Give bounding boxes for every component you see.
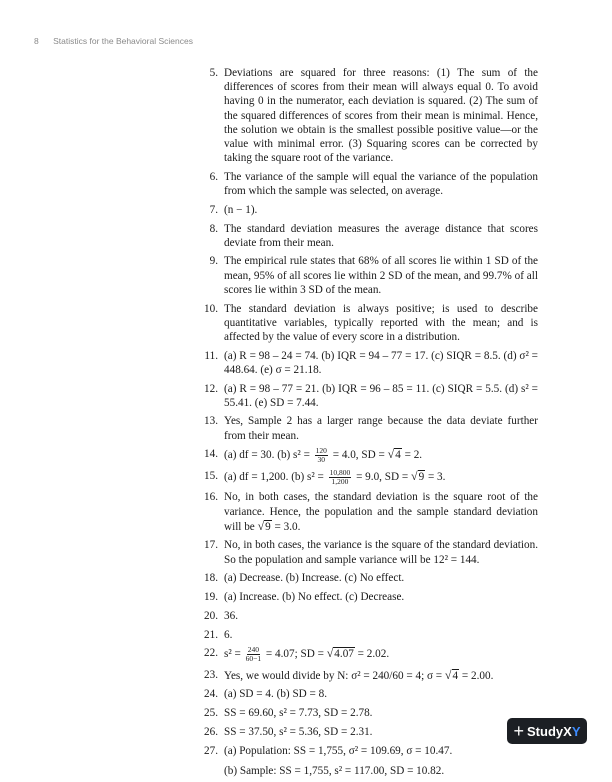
item-number: 27. [204,744,218,757]
item-text: SS = 37.50, s² = 5.36, SD = 2.31. [224,725,373,738]
item-number: 24. [204,688,218,701]
item-number: 14. [204,448,218,461]
formula-part: = 3. [427,470,446,483]
plus-icon: + [513,720,525,741]
answer-item [196,571,538,585]
item-number: 15. [204,469,218,482]
item-text: The standard deviation measures the average distance that scores deviate from their mean. [224,222,538,249]
answer-item [196,222,538,250]
item-text: Yes, Sample 2 has a larger range because the data deviate further from their mean. [224,415,538,442]
item-text: (n − 1). [224,203,258,216]
item-text-body: Yes, we would divide by N: σ² = 240/60 = 4; σ = [224,669,443,682]
formula-part: = 9.0, SD = [356,470,409,483]
fraction [246,646,261,663]
studyxy-logo [507,718,587,744]
formula-part: = 2. [404,449,423,462]
denominator: 30 [317,455,326,465]
formula-part: (a) df = 30. (b) s² = [224,449,310,462]
radicand: 9 [418,470,425,483]
formula-part: = 2.02. [357,648,390,661]
radical: √4.07 [326,646,354,661]
numerator: 10,800 [329,467,351,477]
page-number: 8 [34,36,39,46]
answer-item [196,668,538,683]
item-text: 36. [224,609,238,622]
answer-item [196,203,538,217]
answer-item [196,490,538,534]
answer-item [196,628,538,642]
item-text: SS = 69.60, s² = 7.73, SD = 2.78. [224,707,373,720]
radical: √9 [410,468,425,483]
denominator: 1,200 [331,476,349,486]
item-number: 21. [204,628,218,641]
item-text: (a) Decrease. (b) Increase. (c) No effect. [224,572,405,585]
denominator: 60−1 [245,654,262,664]
answer-item [196,349,538,377]
radicand: 4 [452,669,459,682]
item-text: (a) Increase. (b) No effect. (c) Decrease. [224,591,405,604]
answer-item [196,744,538,778]
answer-item [196,538,538,566]
item-number: 12. [204,382,218,395]
answer-item [196,725,538,739]
item-number: 11. [204,349,218,362]
item-text: The standard deviation is always positive; is used to describe quantitative variables, typically reported with the mean; and is affected by the value of every score in a distribution. [224,302,538,343]
item-number: 10. [204,302,218,315]
answer-item [196,590,538,604]
item-number: 5. [209,67,218,79]
item-number: 9. [209,255,218,268]
item-text-body: No, in both cases, the standard deviation is the square root of the variance. Hence, the population and the sample standard deviation will be [224,491,538,533]
item-number: 13. [204,415,218,428]
item-text: The empirical rule states that 68% of all scores lie within 1 SD of the mean, 95% of all scores lie within 2 SD of the mean, and 99.7% of all scores lie within 3 SD of the mean. [224,255,538,296]
fraction [329,469,352,486]
radical: √4 [444,667,459,682]
item-formula [224,469,538,486]
formula-part: = 4.0, SD = [332,449,385,462]
radicand: 4.07 [334,648,354,661]
item-number: 17. [204,539,218,552]
formula-part: = 4.07; SD = [265,648,324,661]
item-text: No, in both cases, the variance is the square of the standard deviation. So the population and sample variance will be 12² = 144. [224,539,538,566]
item-number: 6. [209,170,218,183]
item-number: 16. [204,491,218,504]
item-text: The variance of the sample will equal the variance of the population from which the sample was selected, on average. [224,170,538,198]
formula-part: = 3.0. [274,520,301,533]
item-number: 19. [204,591,218,604]
answer-item [196,609,538,623]
item-text: (a) R = 98 – 24 = 74. (b) IQR = 94 – 77 = 17. (c) SIQR = 8.5. (d) σ² = 448.64. (e) σ = 21.18. [224,349,538,376]
item-text: 6. [224,628,233,641]
item-subtext: (b) Sample: SS = 1,755, s² = 117.00, SD = 10.82. [224,764,445,777]
fraction [315,447,328,464]
answer-item [196,302,538,345]
item-text [224,668,538,683]
logo-text-accent: Y [571,723,581,739]
answer-item [196,687,538,701]
answer-item [196,254,538,297]
formula-part: s² = [224,648,241,661]
item-text [224,744,538,778]
numerator: 240 [247,645,259,655]
numerator: 120 [315,446,327,456]
formula-part: = 2.00. [461,669,494,682]
answer-item [196,469,538,486]
item-number: 26. [204,725,218,738]
item-formula [224,447,538,464]
item-text-body: (a) Population: SS = 1,755, σ² = 109.69, σ = 10.47. [224,744,453,757]
radicand: 4 [395,449,401,462]
running-header [34,36,193,46]
answer-item [196,646,538,663]
item-number: 20. [204,609,218,622]
item-text [224,490,538,534]
answer-item [196,382,538,410]
item-number: 22. [204,647,218,660]
radicand: 9 [265,520,271,533]
item-formula [224,646,538,663]
item-text: (a) R = 98 – 77 = 21. (b) IQR = 96 – 85 = 11. (c) SIQR = 5.5. (d) s² = 55.41. (e) SD = 7.44. [224,382,538,409]
item-number: 18. [204,572,218,585]
answer-item [196,414,538,442]
answer-item [196,706,538,720]
answer-list [196,66,538,782]
radical: √9 [257,518,271,533]
item-text: Deviations are squared for three reasons: (1) The sum of the differences of scores from their mean will always equal 0. To avoid having 0 in the numerator, each deviation is squared. (2) The sum of the squared differences of scores from their mean is minimal. Hence, the solution we obtain is the smallest possible positive value—or the value with minimal error. (3) Squaring scores can be corrected by taking the square root of the variance. [224,67,538,165]
running-title: Statistics for the Behavioral Sciences [53,36,193,46]
answer-item [196,447,538,464]
logo-text: StudyX [527,723,572,739]
item-text: (a) SD = 4. (b) SD = 8. [224,688,328,701]
item-number: 25. [204,707,218,720]
answer-item [196,170,538,198]
radical: √4 [387,447,401,462]
answer-item [196,66,538,165]
item-number: 23. [204,668,218,681]
formula-part: (a) df = 1,200. (b) s² = [224,470,324,483]
item-number: 7. [209,203,218,216]
item-number: 8. [209,222,218,235]
